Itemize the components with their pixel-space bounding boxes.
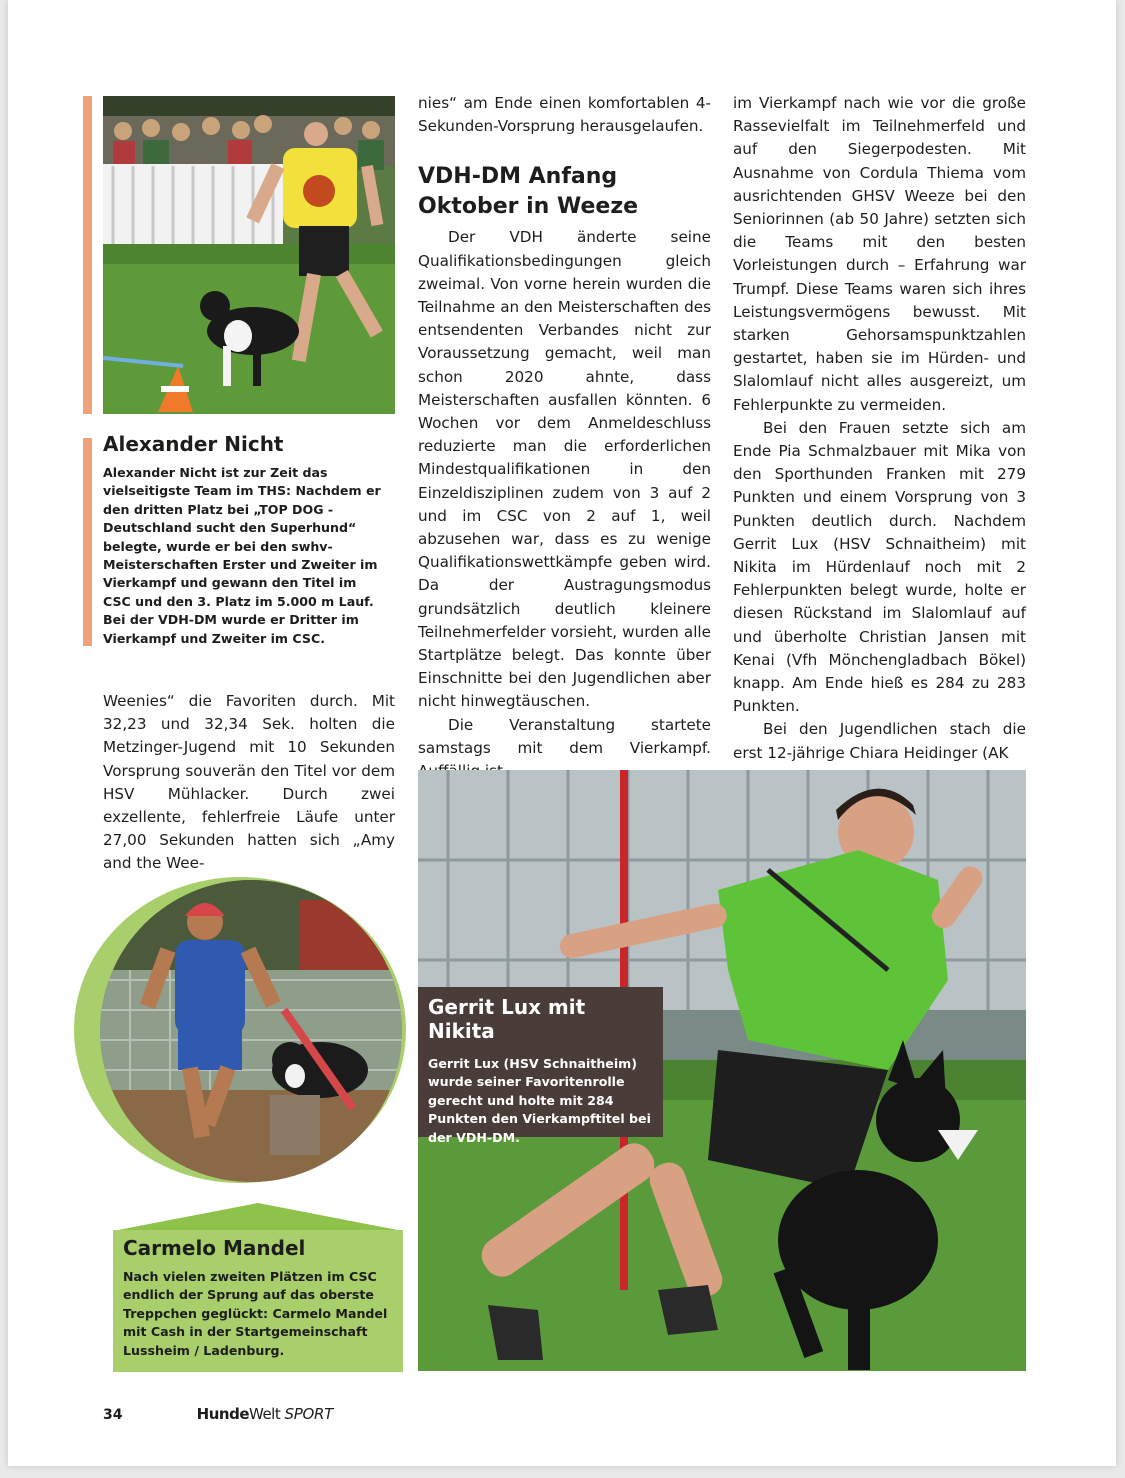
column-3-paragraph-2: Bei den Jugendlichen stach die erst 12-jährige Chiara Heidinger (AK (733, 720, 1026, 762)
caption-gerrit-title: Gerrit Lux mit Nikita (428, 995, 586, 1043)
column-1-text (103, 690, 395, 876)
caption-carmelo-text: Nach vielen zweiten Plätzen im CSC endlich der Sprung auf das oberste Treppchen geglückt: Carmelo Mandel mit Cash in der Startgemeinschaft Lussheim / Ladenburg. (123, 1269, 388, 1358)
column-2-paragraph-0: nies“ am Ende einen komfortablen 4-Sekunden-Vorsprung herausgelaufen. (418, 94, 711, 136)
caption-alexander-title: Alexander Nicht (103, 432, 284, 456)
photo-alexander-nicht (103, 96, 395, 414)
photo-alexander-image (103, 96, 395, 414)
caption-gerrit (418, 987, 663, 1145)
footer (103, 1404, 333, 1423)
section-heading: VDH-DM Anfang Oktober in Weeze (418, 164, 639, 220)
column-2-paragraph-2: Die Veranstaltung startete samstags mit dem Vierkampf. (418, 715, 711, 757)
accent-bar-caption (83, 438, 92, 646)
caption-carmelo-title: Carmelo Mandel (123, 1236, 306, 1260)
caption-gerrit-text: Gerrit Lux (HSV Schnaitheim) wurde seiner Favoritenrolle gerecht und holte mit 284 Punkten den Vierkampftitel bei der VDH-DM. (428, 1056, 651, 1145)
logo-brand-italic: SPORT (284, 1405, 333, 1423)
magazine-logo (197, 1404, 333, 1423)
caption-carmelo (113, 1230, 403, 1372)
caption-alexander (103, 432, 386, 648)
accent-bar-photo (83, 96, 92, 414)
magazine-page (8, 0, 1116, 1466)
column-3-paragraph-1: Bei den Frauen setzte sich am Ende Pia Schmalzbauer mit Mika von den Sporthunden Franken mit 279 Punkten und einem Vorsprung von 3 Punkten deutlich durch. Nachdem Gerrit Lux (HSV Schnaitheim) mit Nikita im Hürdenlauf noch mit 2 Fehlerpunkten belegt wurde, holte er diesen Rückstand im Slalomlauf auf und überholte Christian Jansen mit Kenai (Vfh Mönchengladbach Bökel) knapp. Am Ende hieß es 284 zu 283 Punkten. (733, 418, 1026, 716)
page-number: 34 (103, 1407, 123, 1423)
column-2-text (418, 92, 711, 783)
column-3-text (733, 92, 1026, 765)
photo-carmelo-image (100, 880, 402, 1182)
logo-brand-regular: Welt (249, 1405, 285, 1423)
column-2-paragraph-1: Der VDH änderte seine Qualifikationsbedingungen gleich zweimal. Von vorne herein wurden die Teilnahme an den Meisterschaften des entsendenten Verbandes nicht zur Voraussetzung gemacht, weil man schon 2020 ahnte, dass Meisterschaften ausfallen könnten. 6 Wochen vor dem Anmeldeschluss reduzierte man die erforderlichen Mindestqualifikationen in den Einzeldisziplinen zudem von 3 auf 2 und im CSC von 2 auf 1, weil abzusehen war, dass es zu wenige Qualifikationswettkämpfe geben wird. Da der Austragungsmodus grundsätzlich deutlich kleinere Teilnehmerfelder vorsieht, wurden alle Startplätze belegt. Das konnte über Einschnitte bei den Jugendlichen aber nicht hinwegtäuschen. (418, 228, 711, 711)
column-3-paragraph-0: im Vierkampf nach wie vor die große Rassevielfalt im Teilnehmerfeld und auf den Siegerpodesten. Mit Ausnahme von Cordula Thiema vom ausrichtenden GHSV Weeze bei den Seniorinnen (ab 50 Jahre) setzten sich die Teams mit den besten Vorleistungen durch – Erfahrung war Trumpf. Diese Teams waren sich ihres Leistungsvermögens bewusst. Mit starken Gehorsamspunktzahlen gestartet, haben sie im Hürden- und Slalomlauf nicht alles ausgereizt, um Fehlerpunkte zu vermeiden. (733, 94, 1026, 414)
photo-carmelo-mandel (100, 880, 402, 1182)
caption-alexander-text: Alexander Nicht ist zur Zeit das vielseitigste Team im THS: Nachdem er den dritten Platz bei „TOP DOG - Deutschland sucht den Superhund“ belegte, wurde er bei den swhv-Meisterschaften Erster und Zweiter im Vierkampf und gewann den Titel im CSC und den 3. Platz im 5.000 m Lauf. Bei der VDH-DM wurde er Dritter im Vierkampf und Zweiter im CSC. (103, 465, 381, 646)
logo-brand-bold: Hunde (196, 1405, 249, 1423)
column-1-paragraph: Weenies“ die Favoriten durch. Mit 32,23 und 32,34 Sek. holten die Metzinger-Jugend mit 10 Sekunden Vorsprung souverän den Titel vor dem HSV Mühlacker. Durch zwei exzellente, fehlerfreie Läufe unter 27,00 Sekunden hatten sich „Amy and the Wee- (103, 692, 395, 873)
caption-carmelo-triangle (113, 1203, 403, 1231)
